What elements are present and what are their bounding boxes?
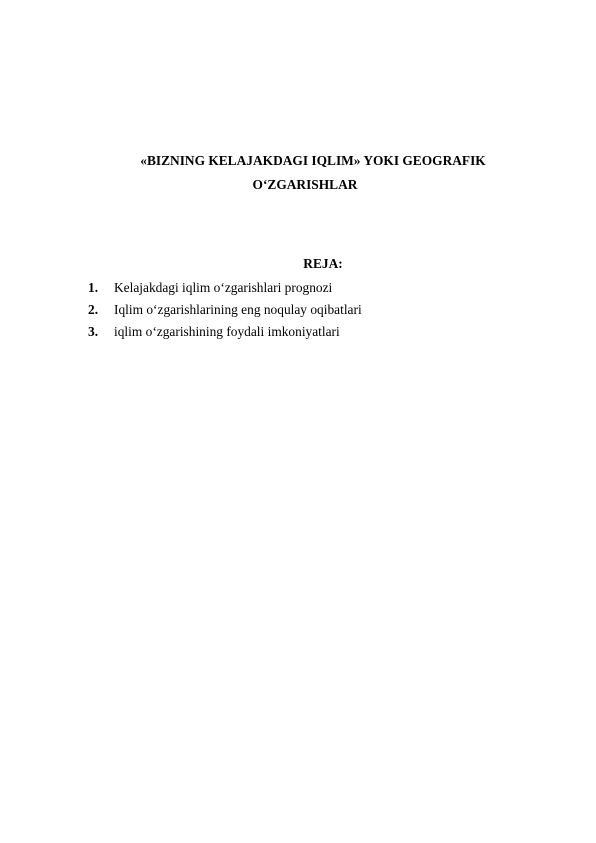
plan-item-text: Iqlim o‘zgarishlarining eng noqulay oqibatlari (114, 302, 362, 317)
plan-item-2 (88, 299, 362, 321)
plan-item-1 (88, 277, 362, 299)
plan-item-number: 1. (88, 280, 99, 295)
plan-list (88, 277, 362, 343)
plan-heading: REJA: (303, 256, 343, 271)
plan-item-number: 3. (88, 324, 99, 339)
plan-item-text: iqlim o‘zgarishining foydali imkoniyatlari (114, 324, 340, 339)
plan-item-text: Kelajakdagi iqlim o‘zgarishlari prognozi (114, 280, 333, 295)
document-title-line-1: «BIZNING KELAJAKDAGI IQLIM» YOKI GEOGRAFIK (140, 153, 486, 168)
document-title-line-2: O‘ZGARISHLAR (252, 177, 358, 192)
plan-item-3 (88, 321, 362, 343)
plan-item-number: 2. (88, 302, 99, 317)
